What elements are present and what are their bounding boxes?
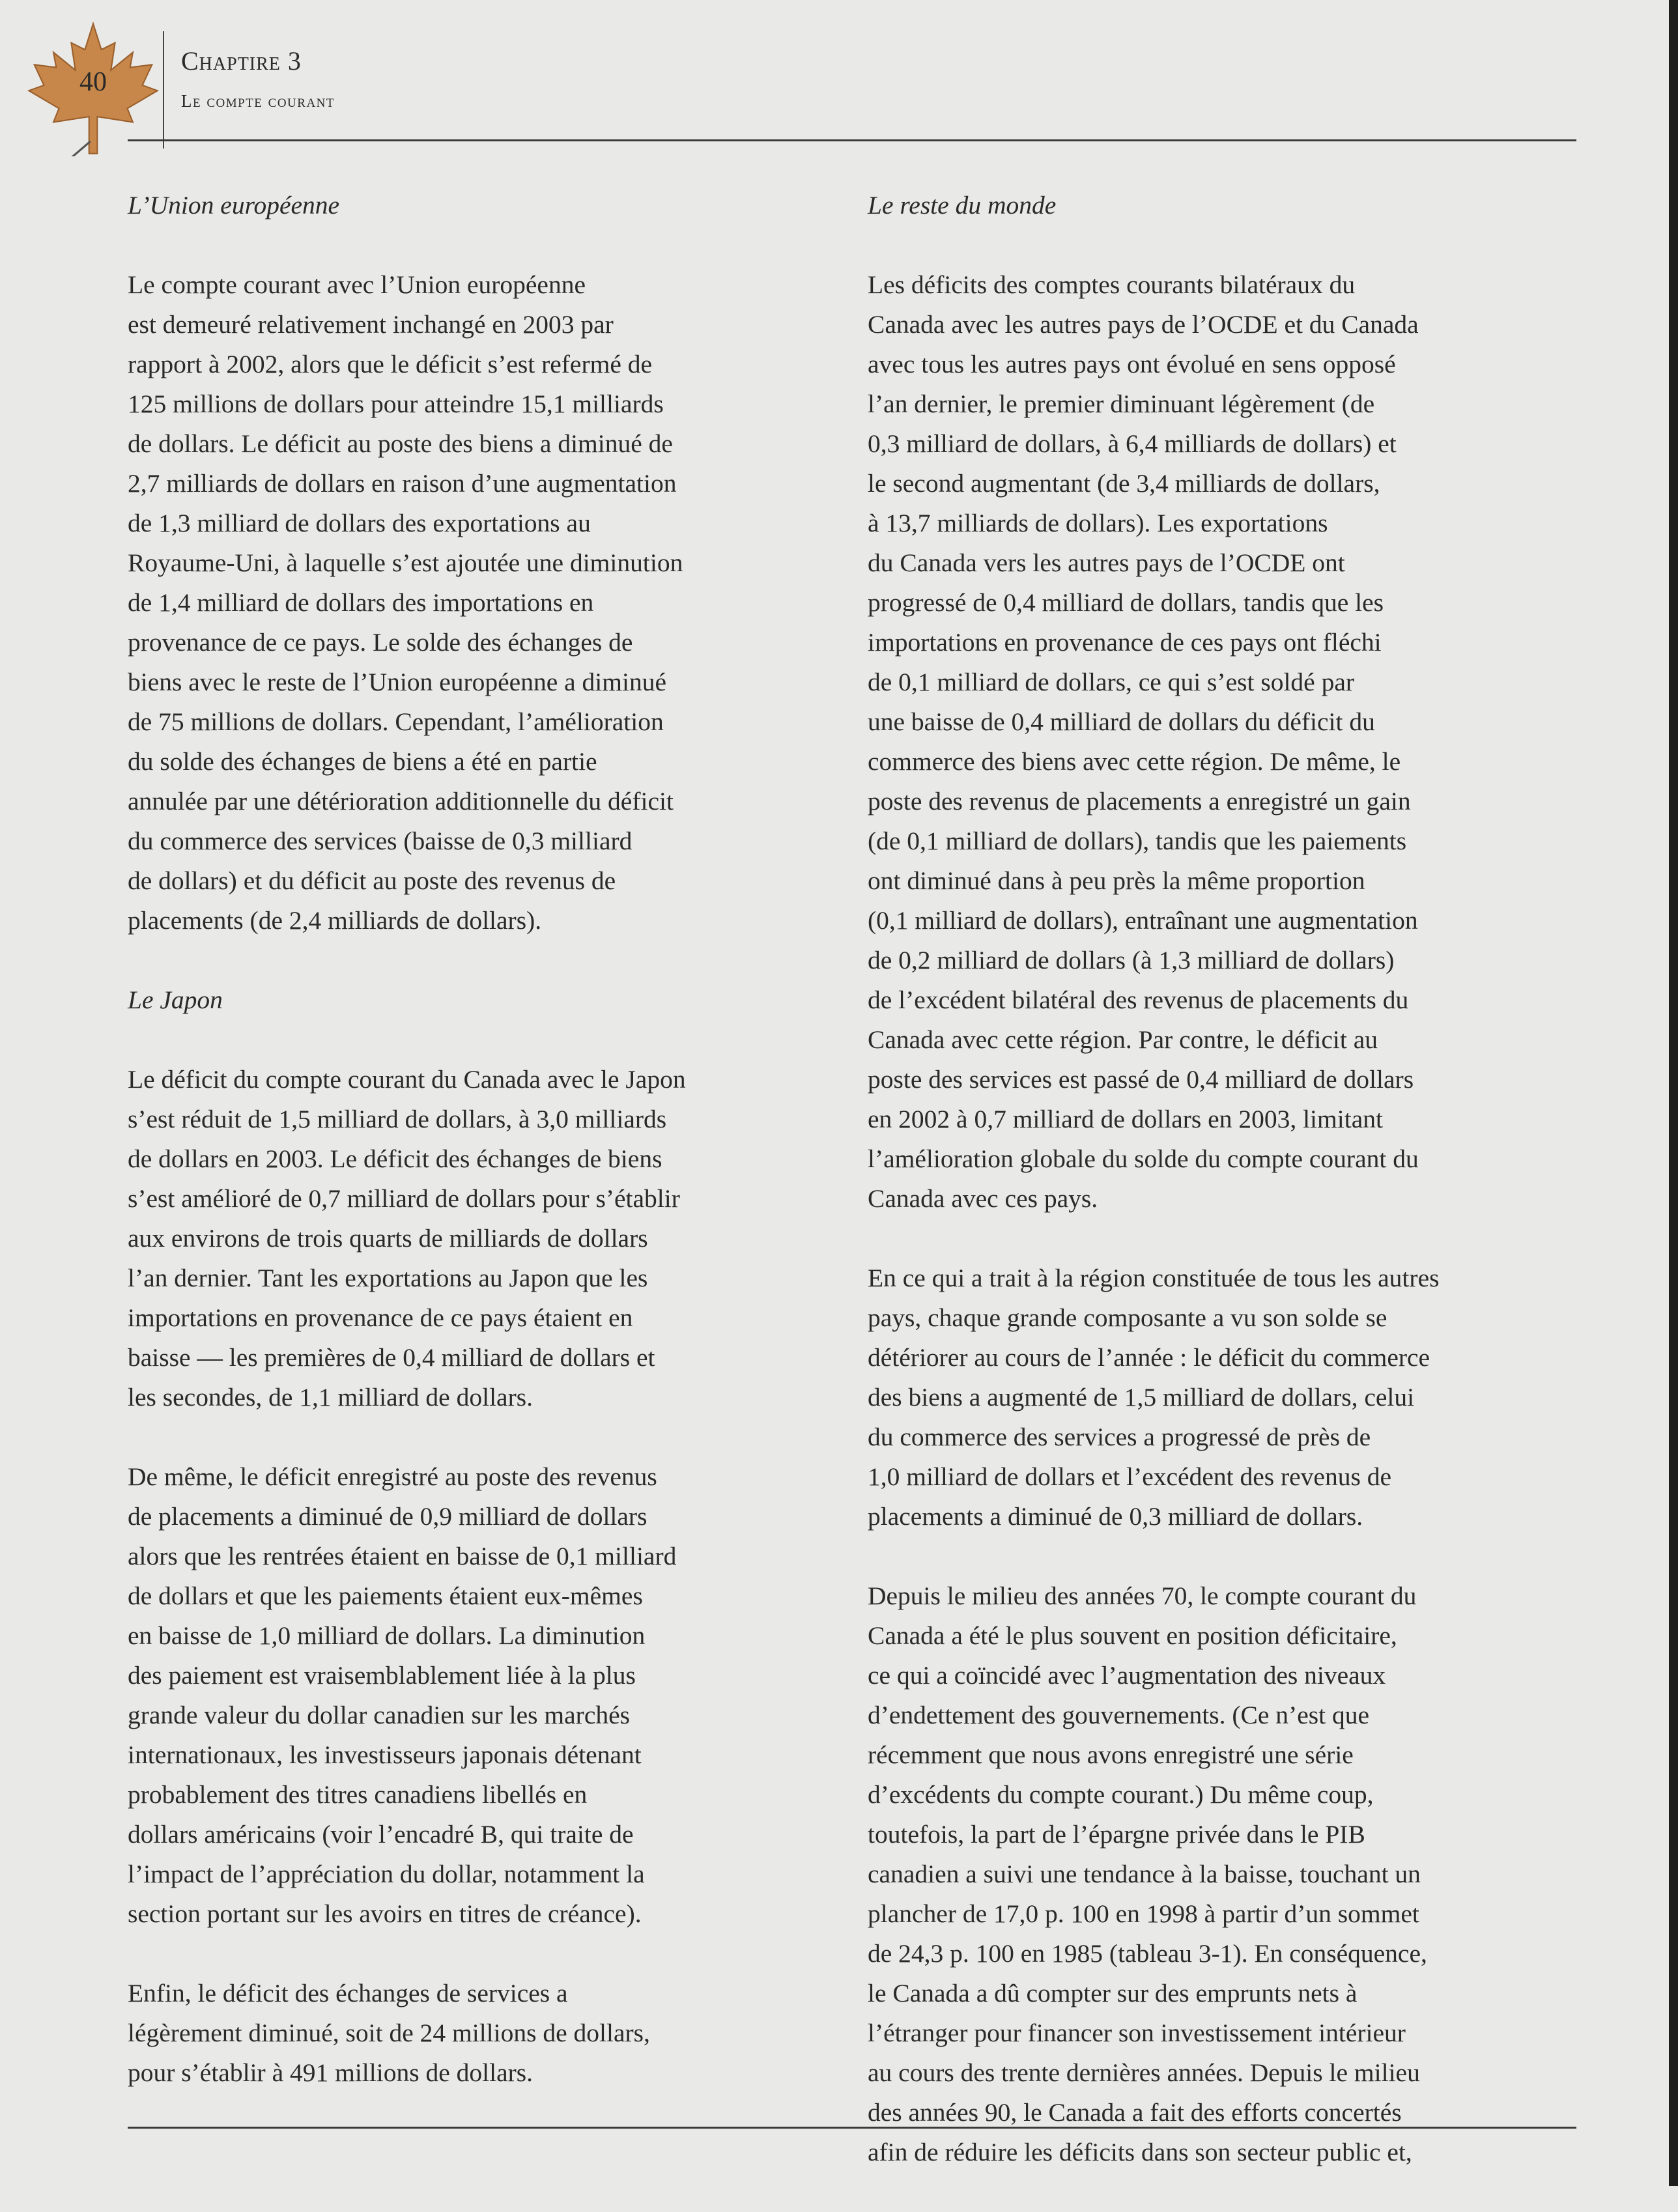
text-line: (de 0,1 milliard de dollars), tandis que les paiements: [868, 827, 1407, 855]
text-line: du commerce des services (baisse de 0,3 milliard: [128, 827, 633, 855]
text-line: 2,7 milliards de dollars en raison d’une augmentation: [128, 469, 677, 498]
footer-rule: [128, 2127, 1576, 2129]
text-line: aux environs de trois quarts de milliards de dollars: [128, 1224, 648, 1253]
text-line: (0,1 milliard de dollars), entraînant une augmentation: [868, 906, 1418, 935]
chapter-subtitle: Le compte courant: [181, 91, 335, 111]
text-line: d’endettement des gouvernements. (Ce n’est que: [868, 1701, 1369, 1729]
text-line: de placements a diminué de 0,9 milliard de dollars: [128, 1502, 647, 1531]
text-line: Les déficits des comptes courants bilatéraux du: [868, 270, 1356, 299]
text-line: avec tous les autres pays ont évolué en sens opposé: [868, 350, 1396, 378]
text-line: des paiement est vraisemblablement liée à la plus: [128, 1661, 636, 1690]
text-line: placements a diminué de 0,3 milliard de dollars.: [868, 1502, 1363, 1531]
text-line: l’étranger pour financer son investissement intérieur: [868, 2019, 1406, 2047]
text-line: de 1,4 milliard de dollars des importations en: [128, 588, 594, 617]
text-line: importations en provenance de ce pays étaient en: [128, 1303, 633, 1332]
text-line: internationaux, les investisseurs japonais détenant: [128, 1740, 642, 1769]
header-rule: [128, 139, 1576, 141]
text-line: détériorer au cours de l’année : le déficit du commerce: [868, 1343, 1430, 1372]
paragraph: [128, 1974, 815, 2093]
text-line: pour s’établir à 491 millions de dollars.: [128, 2058, 533, 2087]
text-line: biens avec le reste de l’Union européenne a diminué: [128, 668, 666, 696]
text-line: alors que les rentrées étaient en baisse de 0,1 milliard: [128, 1542, 677, 1570]
text-line: placements (de 2,4 milliards de dollars).: [128, 906, 542, 935]
text-line: des années 90, le Canada a fait des efforts concertés: [868, 2098, 1402, 2127]
text-line: plancher de 17,0 p. 100 en 1998 à partir d’un sommet: [868, 1899, 1419, 1928]
text-line: canadien a suivi une tendance à la baisse, touchant un: [868, 1860, 1421, 1888]
text-line: d’excédents du compte courant.) Du même coup,: [868, 1780, 1374, 1809]
text-line: de dollars et que les paiements étaient eux-mêmes: [128, 1581, 643, 1610]
text-line: de l’excédent bilatéral des revenus de placements du: [868, 985, 1409, 1014]
text-line: En ce qui a trait à la région constituée de tous les autres: [868, 1264, 1440, 1292]
text-line: de 75 millions de dollars. Cependant, l’amélioration: [128, 707, 664, 736]
paragraph: [128, 265, 815, 941]
text-line: légèrement diminué, soit de 24 millions de dollars,: [128, 2019, 650, 2047]
header-divider: [163, 31, 164, 149]
text-line: poste des services est passé de 0,4 milliard de dollars: [868, 1065, 1414, 1094]
text-line: du solde des échanges de biens a été en partie: [128, 747, 597, 776]
text-line: est demeuré relativement inchangé en 2003 par: [128, 310, 614, 339]
text-line: pays, chaque grande composante a vu son solde se: [868, 1303, 1387, 1332]
text-line: une baisse de 0,4 milliard de dollars du déficit du: [868, 707, 1375, 736]
text-line: provenance de ce pays. Le solde des échanges de: [128, 628, 633, 657]
text-line: de 1,3 milliard de dollars des exportations au: [128, 509, 591, 537]
text-line: l’amélioration globale du solde du compte courant du: [868, 1144, 1419, 1173]
right-column: [868, 186, 1579, 2212]
text-line: toutefois, la part de l’épargne privée dans le PIB: [868, 1820, 1365, 1849]
text-line: du commerce des services a progressé de près de: [868, 1423, 1371, 1451]
text-line: de 24,3 p. 100 en 1985 (tableau 3-1). En conséquence,: [868, 1939, 1427, 1968]
text-line: afin de réduire les déficits dans son secteur public et,: [868, 2138, 1412, 2166]
text-line: de dollars en 2003. Le déficit des échanges de biens: [128, 1144, 662, 1173]
section-heading: L’Union européenne: [128, 191, 340, 220]
page-number: 40: [79, 67, 107, 97]
text-line: ce qui a coïncidé avec l’augmentation des niveaux: [868, 1661, 1386, 1690]
text-line: Le déficit du compte courant du Canada avec le Japon: [128, 1065, 686, 1094]
maple-leaf-logo: [25, 20, 162, 156]
paragraph: [128, 1060, 815, 1417]
text-line: annulée par une détérioration additionnelle du déficit: [128, 787, 674, 815]
text-line: progressé de 0,4 milliard de dollars, tandis que les: [868, 588, 1384, 617]
text-line: en 2002 à 0,7 milliard de dollars en 2003, limitant: [868, 1105, 1383, 1133]
text-line: Canada a été le plus souvent en position déficitaire,: [868, 1621, 1397, 1650]
paragraph: [868, 265, 1579, 1219]
text-line: de 0,2 milliard de dollars (à 1,3 milliard de dollars): [868, 946, 1395, 974]
text-line: baisse — les premières de 0,4 milliard de dollars et: [128, 1343, 655, 1372]
text-line: le second augmentant (de 3,4 milliards de dollars,: [868, 469, 1380, 498]
text-line: 125 millions de dollars pour atteindre 15,1 milliards: [128, 390, 664, 418]
chapter-title: Chaptire 3: [181, 46, 302, 76]
text-line: à 13,7 milliards de dollars). Les exportations: [868, 509, 1328, 537]
text-line: commerce des biens avec cette région. De même, le: [868, 747, 1401, 776]
text-line: l’impact de l’appréciation du dollar, notamment la: [128, 1860, 645, 1888]
text-line: Depuis le milieu des années 70, le compte courant du: [868, 1581, 1417, 1610]
paragraph: [868, 1576, 1579, 2172]
text-line: importations en provenance de ces pays ont fléchi: [868, 628, 1382, 657]
section-heading: Le reste du monde: [868, 191, 1057, 220]
text-line: Canada avec cette région. Par contre, le déficit au: [868, 1025, 1378, 1054]
text-line: l’an dernier. Tant les exportations au Japon que les: [128, 1264, 648, 1292]
text-line: de 0,1 milliard de dollars, ce qui s’est soldé par: [868, 668, 1355, 696]
text-line: les secondes, de 1,1 milliard de dollars.: [128, 1383, 533, 1411]
text-line: Enfin, le déficit des échanges de services a: [128, 1979, 568, 2007]
text-line: de dollars) et du déficit au poste des revenus de: [128, 866, 616, 895]
text-line: Royaume-Uni, à laquelle s’est ajoutée une diminution: [128, 548, 683, 577]
text-line: 1,0 milliard de dollars et l’excédent des revenus de: [868, 1462, 1391, 1491]
section-heading: Le Japon: [128, 985, 223, 1014]
text-line: 0,3 milliard de dollars, à 6,4 milliards de dollars) et: [868, 429, 1397, 458]
text-line: récemment que nous avons enregistré une série: [868, 1740, 1354, 1769]
text-line: le Canada a dû compter sur des emprunts nets à: [868, 1979, 1358, 2007]
text-line: probablement des titres canadiens libellés en: [128, 1780, 588, 1809]
text-line: l’an dernier, le premier diminuant légèrement (de: [868, 390, 1375, 418]
text-line: au cours des trente dernières années. Depuis le milieu: [868, 2058, 1420, 2087]
text-line: s’est réduit de 1,5 milliard de dollars, à 3,0 milliards: [128, 1105, 667, 1133]
left-column: [128, 186, 815, 2133]
paragraph: [128, 1457, 815, 1934]
page-edge-shadow: [1669, 0, 1678, 2186]
text-line: section portant sur les avoirs en titres de créance).: [128, 1899, 642, 1928]
text-line: en baisse de 1,0 milliard de dollars. La diminution: [128, 1621, 646, 1650]
text-line: ont diminué dans à peu près la même proportion: [868, 866, 1365, 895]
text-line: poste des revenus de placements a enregistré un gain: [868, 787, 1411, 815]
text-line: du Canada vers les autres pays de l’OCDE ont: [868, 548, 1345, 577]
text-line: Canada avec ces pays.: [868, 1184, 1098, 1213]
text-line: des biens a augmenté de 1,5 milliard de dollars, celui: [868, 1383, 1415, 1411]
paragraph: [868, 1258, 1579, 1537]
text-line: De même, le déficit enregistré au poste des revenus: [128, 1462, 657, 1491]
text-line: Canada avec les autres pays de l’OCDE et du Canada: [868, 310, 1419, 339]
text-line: de dollars. Le déficit au poste des biens a diminué de: [128, 429, 673, 458]
text-line: dollars américains (voir l’encadré B, qui traite de: [128, 1820, 634, 1849]
text-line: Le compte courant avec l’Union européenne: [128, 270, 586, 299]
text-line: rapport à 2002, alors que le déficit s’est refermé de: [128, 350, 653, 378]
text-line: s’est amélioré de 0,7 milliard de dollars pour s’établir: [128, 1184, 680, 1213]
text-line: grande valeur du dollar canadien sur les marchés: [128, 1701, 631, 1729]
